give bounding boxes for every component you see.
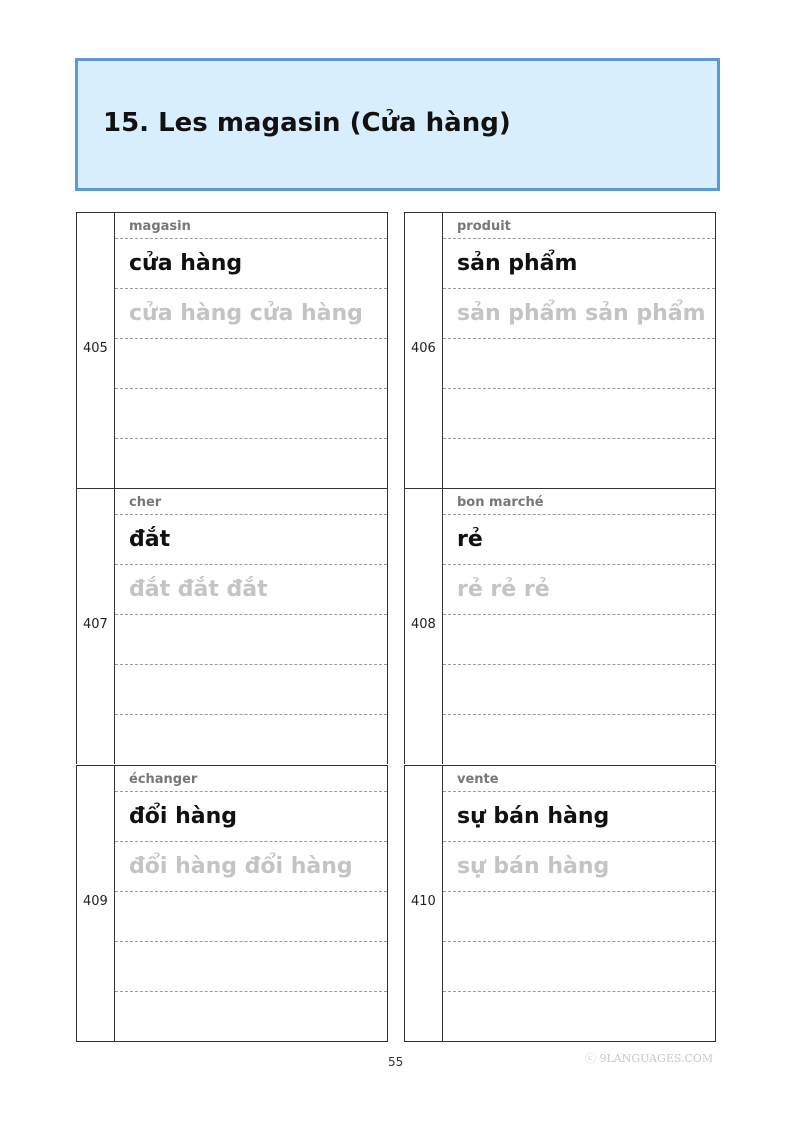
tracing-text: đổi hàng đổi hàng bbox=[129, 854, 353, 879]
practice-line bbox=[115, 992, 387, 1042]
meaning-row bbox=[443, 766, 715, 792]
card-number: 410 bbox=[411, 894, 436, 909]
french-meaning: produit bbox=[457, 219, 511, 234]
practice-line bbox=[443, 992, 715, 1042]
practice-line bbox=[115, 665, 387, 715]
vietnamese-word: đổi hàng bbox=[129, 804, 237, 829]
practice-line bbox=[443, 615, 715, 665]
practice-line bbox=[443, 715, 715, 765]
vietnamese-word: đắt bbox=[129, 527, 171, 552]
tracing-text: đắt đắt đắt bbox=[129, 577, 268, 602]
word-row bbox=[115, 515, 387, 565]
practice-line bbox=[115, 339, 387, 389]
vocab-card bbox=[76, 488, 388, 764]
practice-line bbox=[443, 665, 715, 715]
vietnamese-word: sản phẩm bbox=[457, 251, 578, 276]
tracing-text: sự bán hàng bbox=[457, 854, 610, 879]
word-row bbox=[443, 515, 715, 565]
french-meaning: échanger bbox=[129, 772, 198, 787]
word-row bbox=[115, 239, 387, 289]
card-rows bbox=[443, 213, 715, 488]
vocab-card bbox=[404, 212, 716, 488]
trace-row bbox=[115, 289, 387, 339]
title-box bbox=[75, 58, 720, 191]
trace-row bbox=[115, 565, 387, 615]
card-number-column bbox=[404, 766, 443, 1041]
word-row bbox=[443, 239, 715, 289]
card-rows bbox=[115, 766, 387, 1041]
card-number: 407 bbox=[83, 617, 108, 632]
card-number-column bbox=[404, 213, 443, 488]
card-rows bbox=[443, 766, 715, 1041]
card-number-column bbox=[76, 213, 115, 488]
practice-line bbox=[115, 942, 387, 992]
french-meaning: magasin bbox=[129, 219, 191, 234]
card-number-column bbox=[404, 489, 443, 764]
trace-row bbox=[443, 842, 715, 892]
page-title: 15. Les magasin (Cửa hàng) bbox=[103, 108, 511, 138]
vietnamese-word: cửa hàng bbox=[129, 251, 243, 276]
vietnamese-word: sự bán hàng bbox=[457, 804, 610, 829]
tracing-text: cửa hàng cửa hàng bbox=[129, 301, 363, 326]
practice-line bbox=[115, 615, 387, 665]
practice-line bbox=[115, 389, 387, 439]
card-number-column bbox=[76, 489, 115, 764]
card-rows bbox=[443, 489, 715, 764]
vocab-card bbox=[404, 488, 716, 764]
practice-line bbox=[443, 439, 715, 489]
practice-line bbox=[443, 389, 715, 439]
practice-line bbox=[443, 892, 715, 942]
vietnamese-word: rẻ bbox=[457, 527, 483, 552]
card-rows bbox=[115, 489, 387, 764]
french-meaning: bon marché bbox=[457, 495, 544, 510]
card-number: 405 bbox=[83, 341, 108, 356]
practice-line bbox=[115, 715, 387, 765]
french-meaning: cher bbox=[129, 495, 162, 510]
practice-line bbox=[443, 942, 715, 992]
trace-row bbox=[443, 565, 715, 615]
card-number-column bbox=[76, 766, 115, 1041]
tracing-text: sản phẩm sản phẩm bbox=[457, 301, 706, 326]
card-number: 406 bbox=[411, 341, 436, 356]
card-rows bbox=[115, 213, 387, 488]
trace-row bbox=[443, 289, 715, 339]
card-number: 408 bbox=[411, 617, 436, 632]
meaning-row bbox=[115, 213, 387, 239]
practice-line bbox=[115, 439, 387, 489]
french-meaning: vente bbox=[457, 772, 499, 787]
meaning-row bbox=[115, 489, 387, 515]
practice-line bbox=[443, 339, 715, 389]
meaning-row bbox=[443, 213, 715, 239]
meaning-row bbox=[115, 766, 387, 792]
meaning-row bbox=[443, 489, 715, 515]
copyright-notice: ⓒ 9LANGUAGES.COM bbox=[585, 1052, 714, 1065]
vocab-card bbox=[404, 765, 716, 1042]
tracing-text: rẻ rẻ rẻ bbox=[457, 577, 550, 602]
trace-row bbox=[115, 842, 387, 892]
word-row bbox=[115, 792, 387, 842]
practice-line bbox=[115, 892, 387, 942]
card-number: 409 bbox=[83, 894, 108, 909]
vocab-card bbox=[76, 765, 388, 1042]
word-row bbox=[443, 792, 715, 842]
page-number: 55 bbox=[388, 1055, 404, 1069]
vocab-card bbox=[76, 212, 388, 488]
